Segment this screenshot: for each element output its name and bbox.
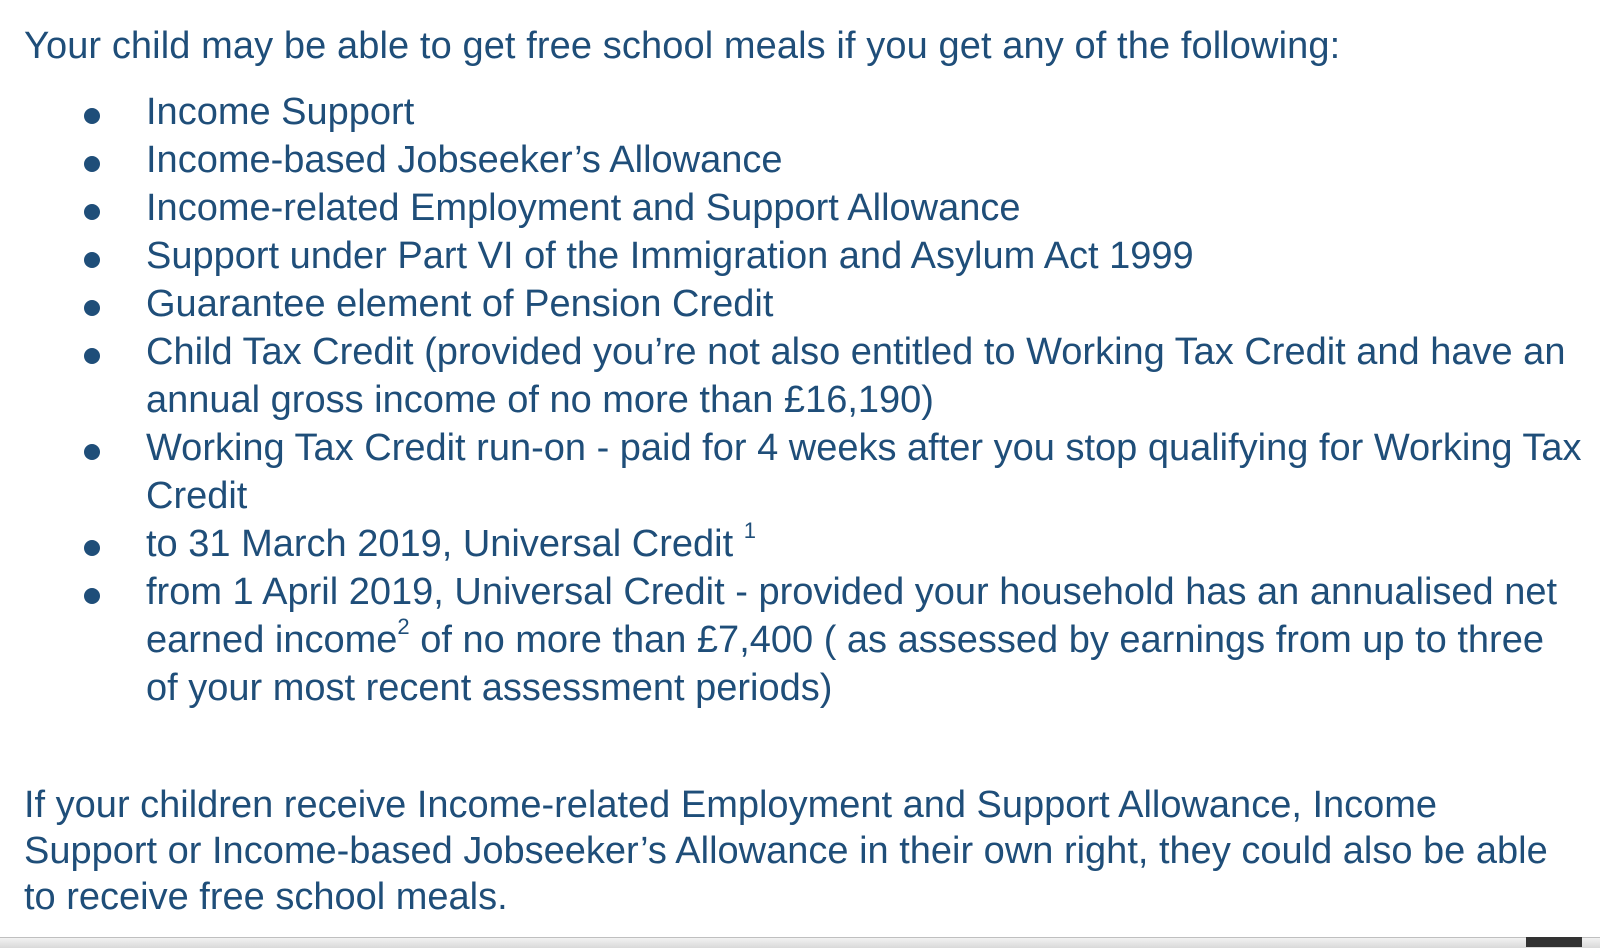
list-item [24,328,1584,424]
bullet-icon [84,204,100,220]
list-item [24,232,1584,280]
list-item [24,280,1584,328]
bullet-icon [84,252,100,268]
document-body [24,22,1584,920]
list-item [24,520,1584,568]
list-item-text: Support under Part VI of the Immigration and Asylum Act 1999 [146,235,1194,277]
bullet-icon [84,444,100,460]
list-item [24,136,1584,184]
list-item [24,88,1584,136]
list-item-text-continued: of no more than £7,400 ( as assessed by earnings from up to three of your most recent assessment periods) [146,619,1544,709]
list-item-text: Income Support [146,91,415,133]
list-item-text: from 1 April 2019, Universal Credit - provided your household has an annualised net earned income [146,571,1558,661]
bullet-icon [84,300,100,316]
footnote-marker: 1 [743,518,756,544]
list-item [24,568,1584,712]
footnote-marker: 2 [397,614,410,640]
bullet-icon [84,540,100,556]
bullet-icon [84,108,100,124]
intro-paragraph: Your child may be able to get free school meals if you get any of the following: [24,25,1341,67]
eligibility-list [24,88,1584,712]
list-item [24,184,1584,232]
closing-paragraph: If your children receive Income-related Employment and Support Allowance, Income Support or Income-based Jobseeker’s Allowance in their own right, they could also be able to receive free school meals. [24,784,1548,918]
list-item-text: Income-related Employment and Support Allowance [146,187,1021,229]
bullet-icon [84,588,100,604]
page-footer-strip [0,937,1600,948]
list-item-text: Working Tax Credit run-on - paid for 4 weeks after you stop qualifying for Working Tax Credit [146,427,1582,517]
bullet-icon [84,348,100,364]
list-item-text: Income-based Jobseeker’s Allowance [146,139,783,181]
list-item [24,424,1584,520]
page-footer-marker [1526,937,1582,947]
bullet-icon [84,156,100,172]
list-item-text: to 31 March 2019, Universal Credit [146,523,744,565]
list-item-text: Child Tax Credit (provided you’re not also entitled to Working Tax Credit and have an annual gross income of no more than £16,190) [146,331,1566,421]
list-item-text: Guarantee element of Pension Credit [146,283,774,325]
